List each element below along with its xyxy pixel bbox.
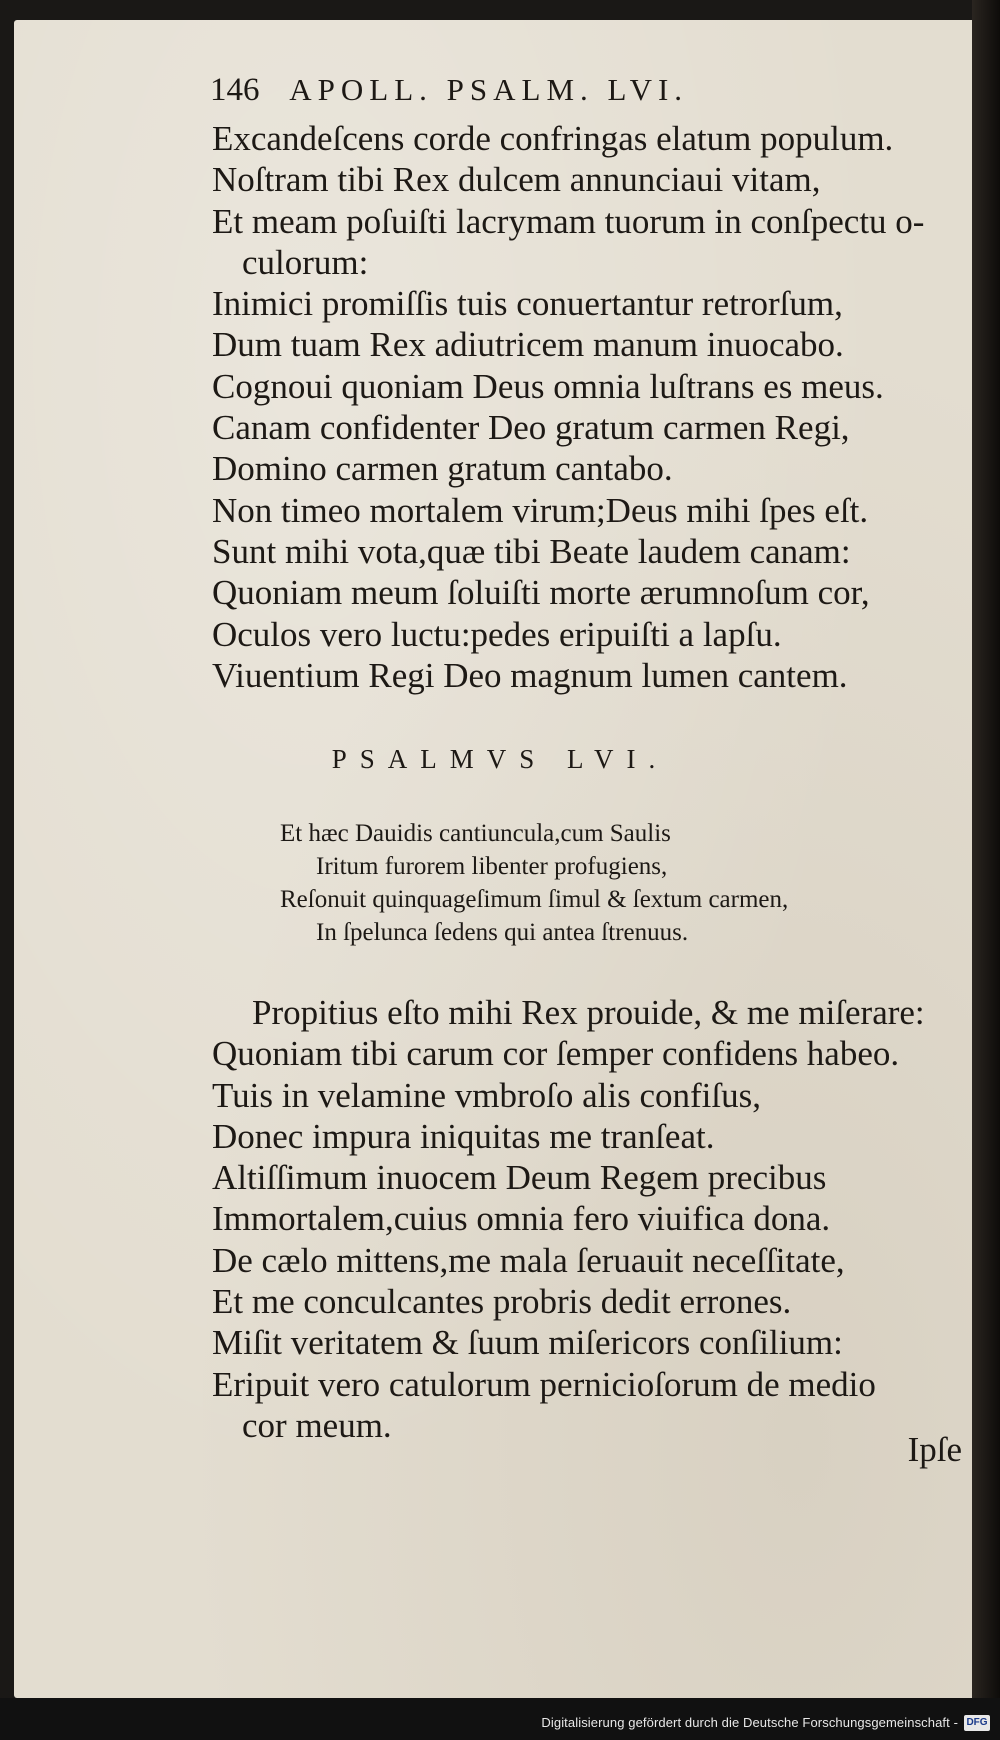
verse-line: Donec impura iniquitas me tranſeat.	[212, 1116, 715, 1156]
intro-line: In ſpelunca ſedens qui antea ſtrenuus.	[316, 919, 689, 946]
verse-line: Cognoui quoniam Deus omnia luſtrans es meus.	[212, 366, 884, 406]
verse-line: Excandeſcens corde confringas elatum populum.	[212, 119, 894, 158]
psalm-heading: PSALMVS LVI.	[331, 744, 669, 774]
verse-line: Inimici promiſſis tuis conuertantur retrorſum,	[212, 284, 843, 324]
footer-band	[0, 1698, 1000, 1740]
verse-line: Immortalem,cuius omnia fero viuifica dona.	[212, 1199, 831, 1239]
verse-line: De cælo mittens,me mala ſeruauit neceſſitate,	[212, 1240, 845, 1280]
verse-line: Noſtram tibi Rex dulcem annunciaui vitam,	[212, 160, 821, 200]
verse-line: Et meam poſuiſti lacrymam tuorum in conſpectu o-	[212, 201, 925, 241]
verse-line: Propitius eſto mihi Rex prouide, & me miſerare:	[252, 993, 925, 1032]
intro-line: Iritum furorem libenter profugiens,	[316, 853, 668, 880]
verse-line: Tuis in velamine vmbroſo alis confiſus,	[212, 1075, 761, 1115]
catchword: Ipſe	[907, 1430, 962, 1469]
verse-line: Oculos vero luctu:pedes eripuiſti a lapſu.	[212, 614, 782, 654]
verse-line: Miſit veritatem & ſuum miſericors conſilium:	[212, 1323, 843, 1363]
verse-line: Eripuit vero catulorum pernicioſorum de medio	[212, 1364, 876, 1404]
page-number: 146	[210, 72, 260, 108]
digitization-credit: Digitalisierung gefördert durch die Deutsche Forschungsgemeinschaft -	[541, 1715, 958, 1730]
verse-line: Et me conculcantes probris dedit errones.	[212, 1282, 792, 1322]
dfg-logo: DFG	[964, 1715, 990, 1731]
verse-line: Altiſſimum inuocem Deum Regem precibus	[212, 1158, 827, 1198]
psalm-intro	[280, 817, 960, 949]
verse-line: Viuentium Regi Deo magnum lumen cantem.	[212, 655, 848, 695]
running-header	[210, 72, 890, 109]
verse-line: Non timeo mortalem virum;Deus mihi ſpes eſt.	[212, 490, 869, 530]
psalm-verses	[212, 992, 992, 1446]
running-title: APOLL. PSALM. LVI.	[289, 72, 689, 107]
verse-line: Quoniam meum ſoluiſti morte ærumnoſum cor,	[212, 573, 870, 613]
verse-line: culorum:	[242, 242, 369, 282]
verse-line: Domino carmen gratum cantabo.	[212, 449, 673, 489]
verse-line: Quoniam tibi carum cor ſemper confidens habeo.	[212, 1034, 900, 1074]
verse-line: Sunt mihi vota,quæ tibi Beate laudem canam:	[212, 531, 851, 571]
verse-line: Dum tuam Rex adiutricem manum inuocabo.	[212, 325, 844, 365]
intro-line: Et hæc Dauidis cantiuncula,cum Saulis	[280, 820, 671, 847]
intro-line: Reſonuit quinquageſimum ſimul & ſextum carmen,	[280, 886, 789, 913]
continuation-verses	[212, 118, 992, 696]
verse-line: Canam confidenter Deo gratum carmen Regi,	[212, 408, 850, 448]
verse-line: cor meum.	[242, 1405, 392, 1445]
